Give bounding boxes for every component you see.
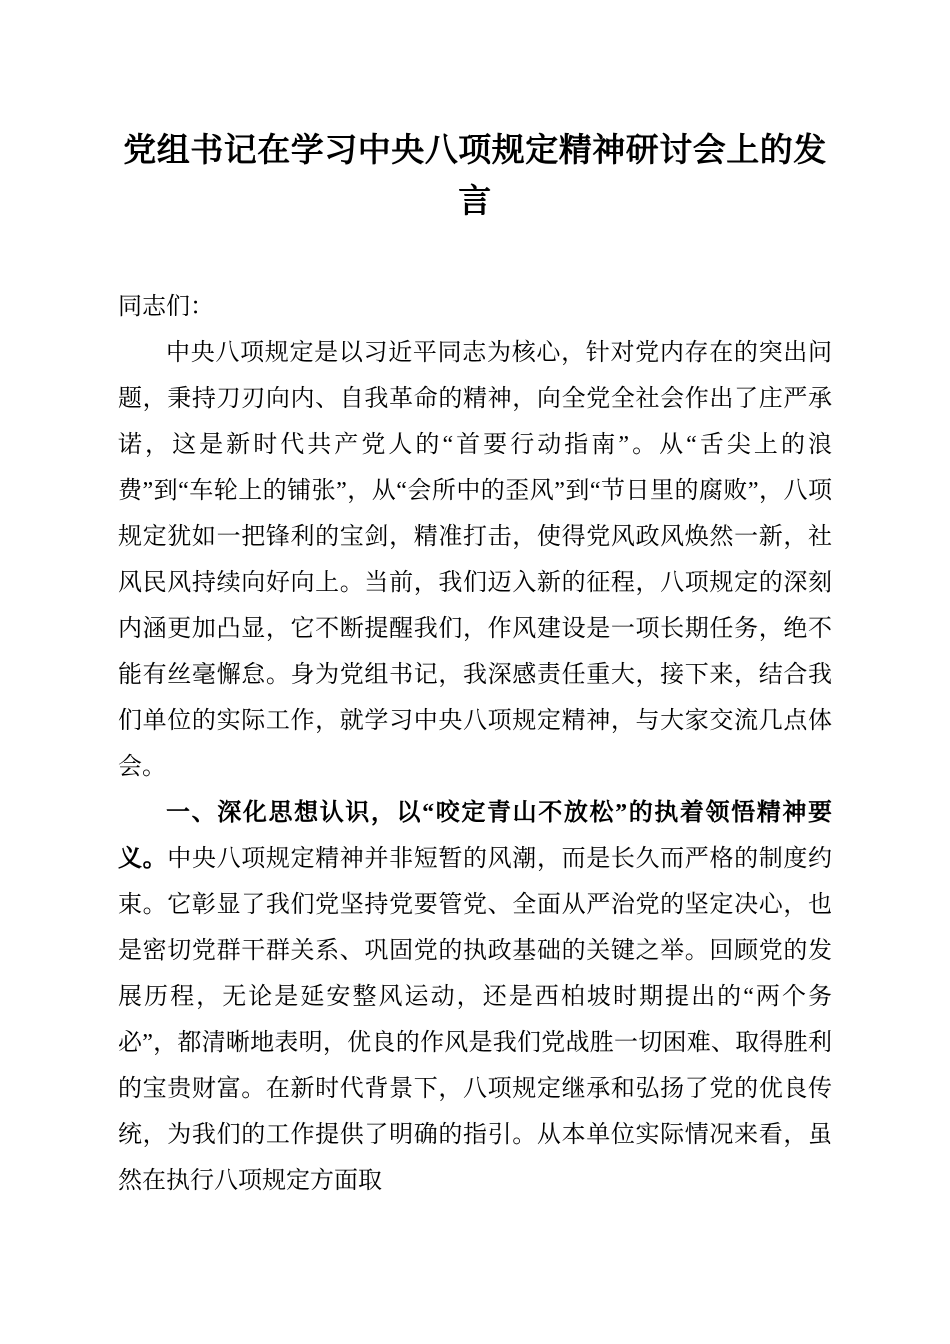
paragraph-section-1 [118,790,832,1204]
document-title: 党组书记在学习中央八项规定精神研讨会上的发言 [123,133,827,221]
section-1-heading: 一、深化思想认识，以“咬定青山不放松”的执着领悟精神要义。 [118,800,832,873]
section-1-text: 中央八项规定精神并非短暂的风潮，而是长久而严格的制度约束。它彰显了我们党坚持党要管党、全面从严治党的坚定决心，也是密切党群干群关系、巩固党的执政基础的关键之举。回顾党的发展历程，无论是延安整风运动，还是西柏坡时期提出的“两个务必”，都清晰地表明，优良的作风是我们党战胜一切困难、取得胜利的宝贵财富。在新时代背景下，八项规定继承和弘扬了党的优良传统，为我们的工作提供了明确的指引。从本单位实际情况来看，虽然在执行八项规定方面取 [118,846,833,1195]
salutation: 同志们： [118,294,214,321]
document-body [118,284,832,1204]
paragraph-intro: 中央八项规定是以习近平同志为核心，针对党内存在的突出问题，秉持刀刃向内、自我革命的精神，向全党全社会作出了庄严承诺，这是新时代共产党人的“首要行动指南”。从“舌尖上的浪费”到“车轮上的铺张”，从“会所中的歪风”到“节日里的腐败”，八项规定犹如一把锋利的宝剑，精准打击，使得党风政风焕然一新，社风民风持续向好向上。当前，我们迈入新的征程，八项规定的深刻内涵更加凸显，它不断提醒我们，作风建设是一项长期任务，绝不能有丝毫懈怠。身为党组书记，我深感责任重大，接下来，结合我们单位的实际工作，就学习中央八项规定精神，与大家交流几点体会。 [118,340,832,781]
